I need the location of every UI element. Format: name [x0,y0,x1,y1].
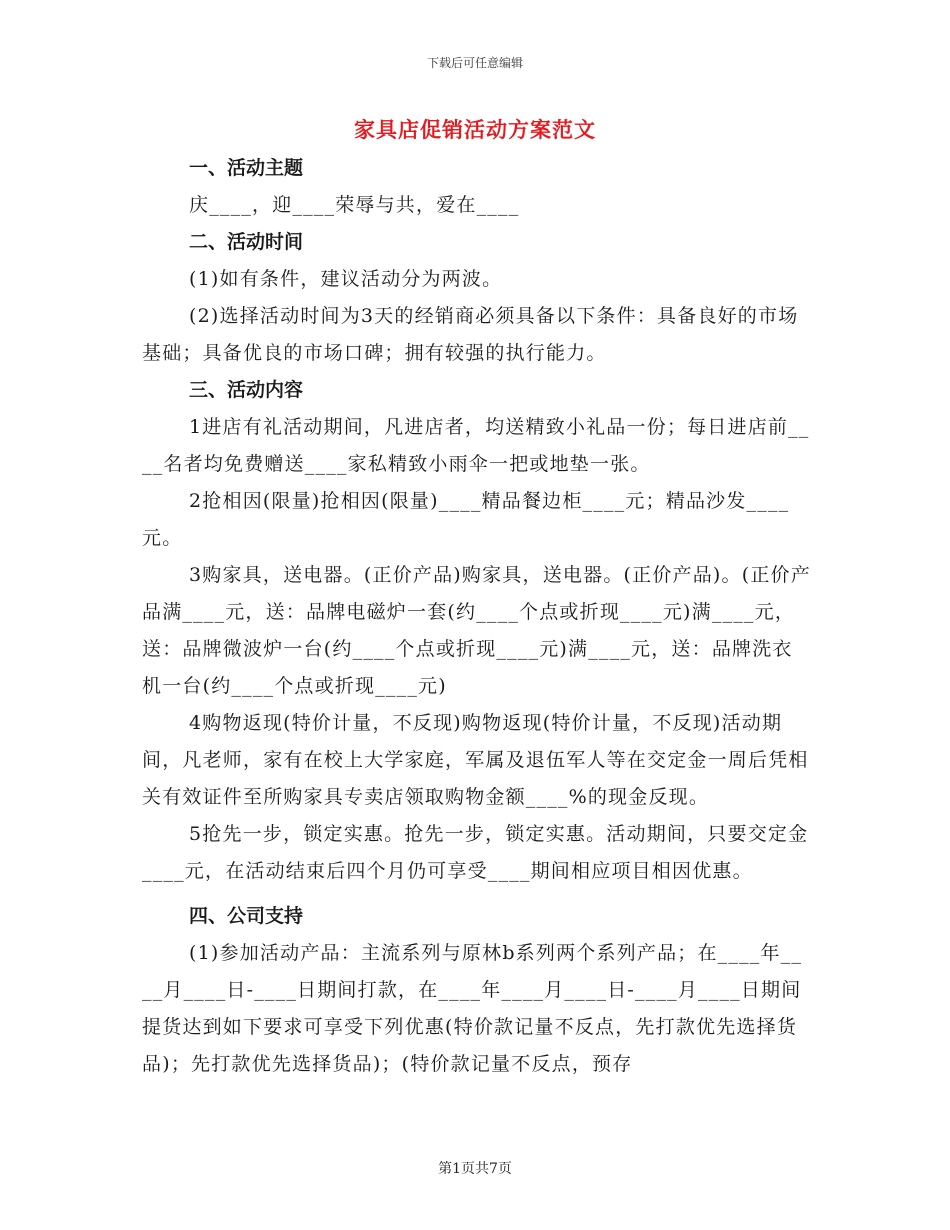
section-heading-theme: 一、活动主题 [189,157,304,179]
paragraph-content-1: 1进店有礼活动期间，凡进店者，均送精致小礼品一份；每日进店前____名者均免费赠送____家私精致小雨伞一把或地垫一张。 [142,416,810,475]
paragraph-content-4: 4购物返现(特价计量，不反现)购物返现(特价计量，不反现)活动期间，凡老师，家有在校上大学家庭，军属及退伍军人等在交定金一周后凭相关有效证件至所购家具专卖店领取购物金额____%的现金反现。 [142,712,809,808]
paragraph-time-2: (2)选择活动时间为3天的经销商必须具备以下条件：具备良好的市场基础；具备优良的市场口碑；拥有较强的执行能力。 [142,305,799,364]
paragraph-time-1: (1)如有条件，建议活动分为两波。 [189,268,503,290]
page-header-note: 下载后可任意编辑 [426,56,523,70]
paragraph-content-5: 5抢先一步，锁定实惠。抢先一步，锁定实惠。活动期间，只要交定金____元，在活动结束后四个月仍可享受____期间相应项目相因优惠。 [142,823,809,882]
section-heading-content: 三、活动内容 [189,379,304,401]
section-heading-support: 四、公司支持 [189,905,304,927]
section-heading-time: 二、活动时间 [189,231,304,253]
document-title: 家具店促销活动方案范文 [354,117,596,142]
paragraph-theme: 庆____，迎____荣辱与共，爱在____ [189,194,520,216]
paragraph-support-1: (1)参加活动产品：主流系列与原林b系列两个系列产品；在____年____月____日-____日期间打款，在____年____月____日-____月____日期间提货达到如下要求可享受下列优惠(特价款记量不反点，先打款优先选择货品)；先打款优先选择货品)；(特价款记量不反点，预存 [142,942,803,1075]
paragraph-content-2: 2抢相因(限量)抢相因(限量)____精品餐边柜____元；精品沙发____元。 [142,490,790,549]
paragraph-content-3: 3购家具，送电器。(正价产品)购家具，送电器。(正价产品)。(正价产品满____元，送：品牌电磁炉一套(约____个点或折现____元)满____元，送：品牌微波炉一台(约____个点或折现____元)满____元，送：品牌洗衣机一台(约____个点或折现____元) [142,564,811,697]
document-body [142,150,812,1083]
section-spacer [142,890,812,898]
page-footer: 第1页共7页 [438,1161,512,1177]
